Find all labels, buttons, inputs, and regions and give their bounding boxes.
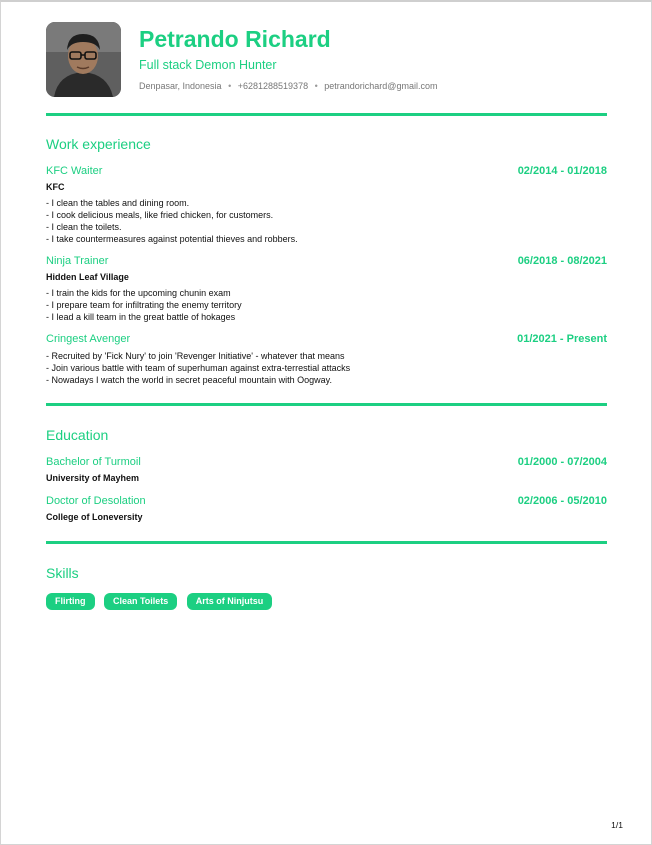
- education-entry-date: 02/2006 - 05/2010: [517, 495, 607, 507]
- work-entry-date: 02/2014 - 01/2018: [517, 165, 607, 177]
- description-line: - Recruited by 'Fick Nury' to join 'Revenger Initiative' - whatever that means: [46, 351, 345, 361]
- section-divider: [46, 403, 607, 406]
- work-entry-org: KFC: [46, 182, 65, 192]
- work-entry-title: KFC Waiter: [46, 165, 103, 177]
- education-entry-title: Bachelor of Turmoil: [46, 456, 141, 468]
- avatar: [46, 22, 121, 97]
- work-entry-title: Ninja Trainer: [46, 255, 109, 267]
- education-entry-date: 01/2000 - 07/2004: [517, 456, 607, 468]
- profile-role: Full stack Demon Hunter: [139, 58, 277, 72]
- education-entry: [46, 495, 607, 524]
- resume-header: [46, 22, 607, 102]
- contact-location: Denpasar, Indonesia: [139, 81, 222, 91]
- description-line: - I prepare team for infiltrating the enemy territory: [46, 300, 242, 310]
- contact-line: [139, 81, 437, 91]
- description-line: - I train the kids for the upcoming chunin exam: [46, 288, 231, 298]
- work-entry-description: [46, 197, 607, 245]
- contact-separator: •: [228, 81, 232, 91]
- work-entry-description: [46, 287, 607, 323]
- education-entry: [46, 456, 607, 485]
- section-title-education: Education: [46, 427, 109, 443]
- contact-email[interactable]: petrandorichard@gmail.com: [324, 81, 438, 91]
- profile-name: Petrando Richard: [139, 26, 331, 52]
- profile-photo-icon: [46, 22, 121, 97]
- work-entry: [46, 333, 607, 386]
- work-entry-title: Cringest Avenger: [46, 333, 131, 345]
- skill-badge[interactable]: Arts of Ninjutsu: [187, 593, 273, 610]
- contact-phone: +6281288519378: [237, 81, 309, 91]
- education-entry-org: University of Mayhem: [46, 473, 140, 483]
- education-entry-title: Doctor of Desolation: [46, 495, 146, 507]
- page-indicator: 1/1: [611, 820, 623, 830]
- description-line: - I clean the toilets.: [46, 222, 122, 232]
- work-entry-org: Hidden Leaf Village: [46, 272, 129, 282]
- contact-separator: •: [314, 81, 318, 91]
- description-line: - I lead a kill team in the great battle of hokages: [46, 312, 236, 322]
- work-entry: [46, 255, 607, 323]
- description-line: - I cook delicious meals, like fried chicken, for customers.: [46, 210, 274, 220]
- section-divider: [46, 541, 607, 544]
- description-line: - Nowadays I watch the world in secret peaceful mountain with Oogway.: [46, 375, 332, 385]
- description-line: - Join various battle with team of superhuman against extra-terrestial attacks: [46, 363, 351, 373]
- skill-badge[interactable]: Flirting: [46, 593, 95, 610]
- section-divider: [46, 113, 607, 116]
- description-line: - I take countermeasures against potential thieves and robbers.: [46, 234, 298, 244]
- work-entry: [46, 165, 607, 245]
- work-entry-date: 01/2021 - Present: [517, 333, 607, 345]
- work-entry-description: [46, 350, 607, 386]
- skills-list: [46, 593, 277, 610]
- section-title-work: Work experience: [46, 136, 151, 152]
- description-line: - I clean the tables and dining room.: [46, 198, 190, 208]
- education-entry-org: College of Loneversity: [46, 512, 143, 522]
- skill-badge[interactable]: Clean Toilets: [104, 593, 177, 610]
- section-title-skills: Skills: [46, 565, 79, 581]
- work-entry-date: 06/2018 - 08/2021: [517, 255, 607, 267]
